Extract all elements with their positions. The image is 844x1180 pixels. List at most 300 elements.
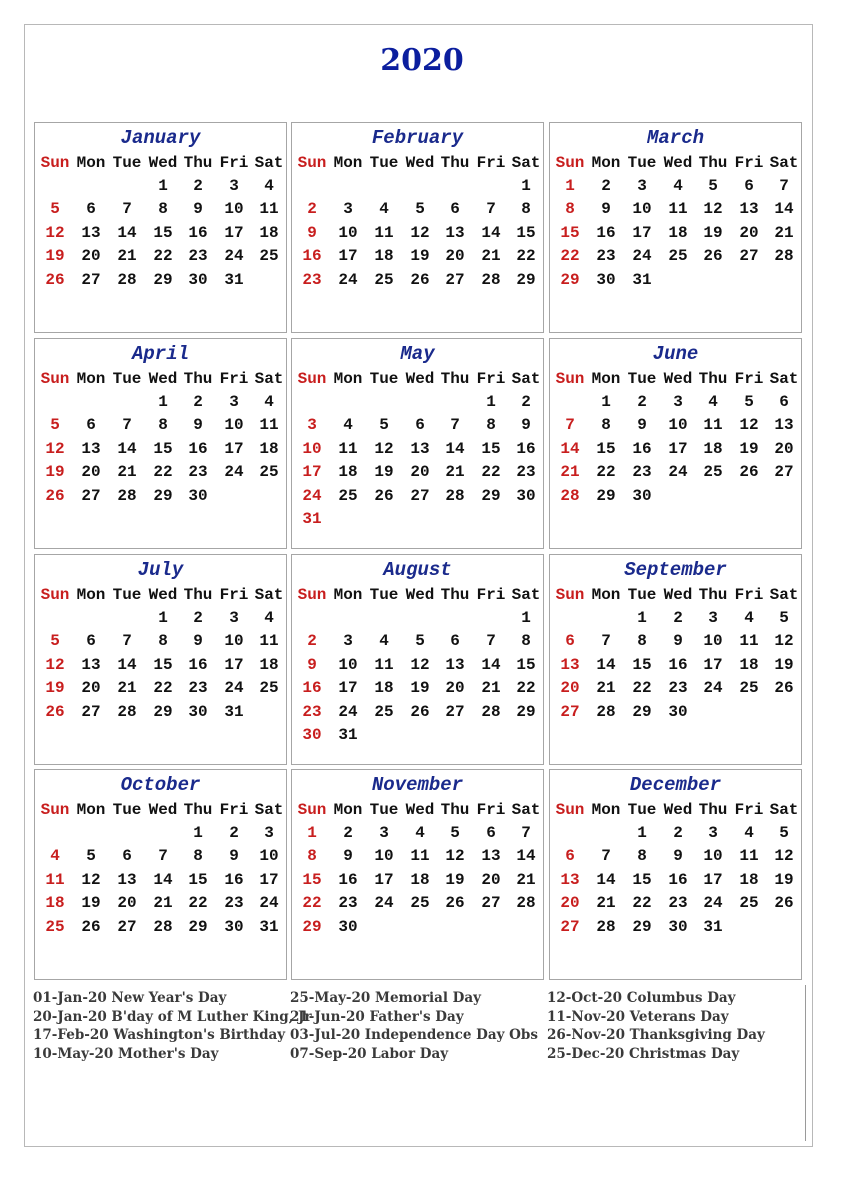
day-cell: 30 [516, 486, 536, 505]
weekday-header: Mon [591, 801, 621, 819]
day-cell: 8 [565, 200, 575, 219]
weekday-header: Wed [405, 801, 435, 819]
month-march [549, 122, 802, 333]
day-cell: 10 [632, 200, 652, 219]
day-cell: 23 [302, 702, 322, 721]
weekday-header: Tue [627, 801, 657, 819]
day-cell: 2 [637, 393, 647, 411]
weekday-header: Sun [297, 801, 327, 819]
day-cell: 10 [668, 416, 688, 435]
day-cell: 3 [708, 609, 718, 627]
weekday-header: Mon [76, 586, 106, 604]
day-cell: 30 [338, 917, 358, 936]
day-cell: 2 [521, 393, 531, 411]
day-cell: 13 [445, 223, 465, 242]
day-cell: 6 [122, 847, 132, 866]
day-cell: 21 [117, 247, 137, 266]
day-cell: 2 [307, 200, 317, 219]
weekday-header: Sun [40, 801, 70, 819]
day-cell: 3 [708, 824, 718, 842]
day-cell: 1 [521, 609, 531, 627]
day-cell: 9 [521, 416, 531, 435]
day-cell: 25 [45, 917, 65, 936]
day-cell: 13 [81, 223, 101, 242]
day-cell: 1 [193, 824, 203, 842]
weekday-header: Fri [476, 370, 506, 388]
day-cell: 19 [445, 870, 465, 889]
day-cell: 22 [302, 894, 322, 913]
day-cell: 14 [596, 655, 616, 674]
day-cell: 12 [374, 439, 394, 458]
month-name: November [371, 774, 464, 796]
day-cell: 25 [410, 894, 430, 913]
day-cell: 13 [560, 655, 580, 674]
day-cell: 13 [117, 870, 137, 889]
day-cell: 27 [445, 702, 465, 721]
day-cell: 14 [596, 870, 616, 889]
day-cell: 3 [673, 393, 683, 411]
day-cell: 21 [774, 223, 794, 242]
day-cell: 15 [153, 223, 173, 242]
weekday-header: Sat [254, 154, 284, 172]
day-cell: 9 [673, 632, 683, 651]
day-cell: 5 [779, 609, 789, 627]
day-cell: 26 [45, 270, 65, 289]
day-cell: 12 [774, 847, 794, 866]
day-cell: 14 [481, 223, 501, 242]
day-cell: 29 [632, 917, 652, 936]
day-cell: 1 [601, 393, 611, 411]
day-cell: 2 [307, 632, 317, 651]
day-cell: 16 [188, 439, 208, 458]
day-cell: 11 [259, 632, 279, 651]
day-cell: 8 [158, 200, 168, 219]
day-cell: 8 [637, 847, 647, 866]
day-cell: 18 [259, 223, 279, 242]
day-cell: 9 [307, 655, 317, 674]
holiday-item: 03-Jul-20 Independence Day Obs [290, 1027, 538, 1044]
day-cell: 28 [153, 917, 173, 936]
day-cell: 28 [481, 702, 501, 721]
weekday-header: Wed [405, 370, 435, 388]
weekday-header: Mon [333, 801, 363, 819]
day-cell: 3 [264, 824, 274, 842]
day-cell: 15 [481, 439, 501, 458]
day-cell: 23 [596, 247, 616, 266]
weekday-header: Tue [112, 801, 142, 819]
holiday-column [547, 989, 765, 1064]
weekday-header: Wed [405, 154, 435, 172]
weekday-header: Sun [297, 586, 327, 604]
day-cell: 12 [774, 632, 794, 651]
day-cell: 14 [481, 655, 501, 674]
day-cell: 18 [259, 439, 279, 458]
day-cell: 26 [45, 486, 65, 505]
holiday-item: 20-Jan-20 B'day of M Luther King, Jr [33, 1008, 312, 1025]
day-cell: 18 [338, 463, 358, 482]
day-cell: 14 [117, 439, 137, 458]
month-name: December [629, 774, 722, 796]
day-cell: 5 [708, 177, 718, 195]
weekday-header: Sun [555, 586, 585, 604]
day-cell: 24 [302, 486, 322, 505]
day-cell: 15 [302, 870, 322, 889]
day-cell: 18 [739, 655, 759, 674]
weekday-header: Sat [769, 370, 799, 388]
weekday-header: Sat [769, 801, 799, 819]
weekday-header: Fri [219, 154, 249, 172]
day-cell: 9 [193, 416, 203, 435]
day-cell: 24 [632, 247, 652, 266]
day-cell: 13 [774, 416, 794, 435]
day-cell: 12 [410, 223, 430, 242]
day-cell: 5 [415, 200, 425, 219]
day-cell: 29 [632, 702, 652, 721]
day-cell: 26 [81, 917, 101, 936]
day-cell: 6 [450, 200, 460, 219]
day-cell: 20 [410, 463, 430, 482]
day-cell: 13 [739, 200, 759, 219]
month-name: October [120, 774, 201, 796]
day-cell: 7 [779, 177, 789, 195]
day-cell: 29 [153, 486, 173, 505]
day-cell: 6 [415, 416, 425, 435]
day-cell: 6 [86, 632, 96, 651]
day-cell: 1 [158, 393, 168, 411]
weekday-header: Sat [254, 370, 284, 388]
day-cell: 26 [45, 702, 65, 721]
day-cell: 9 [673, 847, 683, 866]
month-grid [34, 122, 804, 982]
day-cell: 25 [668, 247, 688, 266]
weekday-header: Sat [511, 154, 541, 172]
day-cell: 30 [188, 702, 208, 721]
day-cell: 6 [565, 632, 575, 651]
day-cell: 11 [703, 416, 723, 435]
month-name: January [120, 127, 201, 149]
weekday-header: Tue [627, 586, 657, 604]
holiday-item: 17-Feb-20 Washington's Birthday [33, 1027, 286, 1044]
day-cell: 7 [521, 824, 531, 842]
day-cell: 5 [86, 847, 96, 866]
weekday-header: Fri [219, 801, 249, 819]
day-cell: 4 [673, 177, 683, 195]
day-cell: 5 [50, 416, 60, 435]
day-cell: 6 [565, 847, 575, 866]
day-cell: 7 [122, 416, 132, 435]
day-cell: 12 [410, 655, 430, 674]
day-cell: 23 [632, 463, 652, 482]
holiday-column [290, 989, 538, 1064]
holiday-item: 25-May-20 Memorial Day [290, 990, 481, 1006]
day-cell: 28 [445, 486, 465, 505]
day-cell: 26 [774, 894, 794, 913]
weekday-header: Sat [769, 154, 799, 172]
day-cell: 29 [596, 486, 616, 505]
day-cell: 14 [117, 655, 137, 674]
day-cell: 25 [739, 894, 759, 913]
weekday-header: Sat [769, 586, 799, 604]
day-cell: 26 [445, 894, 465, 913]
day-cell: 9 [637, 416, 647, 435]
weekday-header: Tue [627, 370, 657, 388]
day-cell: 2 [193, 609, 203, 627]
day-cell: 17 [632, 223, 652, 242]
day-cell: 19 [374, 463, 394, 482]
weekday-header: Fri [734, 801, 764, 819]
day-cell: 18 [374, 247, 394, 266]
day-cell: 10 [224, 632, 244, 651]
day-cell: 23 [668, 894, 688, 913]
day-cell: 1 [307, 824, 317, 842]
weekday-header: Wed [663, 154, 693, 172]
day-cell: 16 [668, 655, 688, 674]
day-cell: 7 [601, 632, 611, 651]
day-cell: 11 [374, 655, 394, 674]
weekday-header: Fri [476, 154, 506, 172]
day-cell: 23 [302, 270, 322, 289]
day-cell: 1 [565, 177, 575, 195]
day-cell: 10 [338, 655, 358, 674]
day-cell: 2 [229, 824, 239, 842]
day-cell: 26 [774, 679, 794, 698]
month-name: July [137, 559, 184, 581]
day-cell: 30 [632, 486, 652, 505]
weekday-header: Fri [476, 801, 506, 819]
day-cell: 19 [739, 439, 759, 458]
day-cell: 21 [481, 679, 501, 698]
day-cell: 21 [596, 679, 616, 698]
month-name: August [383, 559, 452, 581]
day-cell: 7 [486, 632, 496, 651]
day-cell: 17 [224, 655, 244, 674]
day-cell: 11 [374, 223, 394, 242]
weekday-header: Fri [734, 154, 764, 172]
divider [805, 985, 806, 1141]
day-cell: 21 [117, 463, 137, 482]
day-cell: 30 [188, 486, 208, 505]
weekday-header: Wed [148, 586, 178, 604]
day-cell: 2 [673, 609, 683, 627]
weekday-header: Mon [591, 370, 621, 388]
day-cell: 4 [264, 393, 274, 411]
day-cell: 24 [703, 679, 723, 698]
day-cell: 3 [343, 200, 353, 219]
weekday-header: Sun [297, 370, 327, 388]
weekday-header: Sun [555, 154, 585, 172]
weekday-header: Thu [183, 154, 213, 172]
day-cell: 31 [224, 702, 244, 721]
weekday-header: Thu [440, 586, 470, 604]
day-cell: 26 [410, 270, 430, 289]
day-cell: 29 [481, 486, 501, 505]
weekday-header: Tue [369, 370, 399, 388]
day-cell: 19 [703, 223, 723, 242]
day-cell: 7 [601, 847, 611, 866]
day-cell: 12 [81, 870, 101, 889]
day-cell: 4 [50, 847, 60, 866]
day-cell: 29 [516, 270, 536, 289]
day-cell: 18 [45, 894, 65, 913]
weekday-header: Sat [511, 801, 541, 819]
day-cell: 9 [193, 632, 203, 651]
day-cell: 6 [486, 824, 496, 842]
day-cell: 21 [596, 894, 616, 913]
day-cell: 17 [259, 870, 279, 889]
day-cell: 3 [229, 177, 239, 195]
day-cell: 31 [338, 726, 358, 744]
day-cell: 3 [307, 416, 317, 435]
day-cell: 8 [158, 416, 168, 435]
day-cell: 12 [445, 847, 465, 866]
month-june [549, 338, 802, 549]
day-cell: 15 [632, 870, 652, 889]
day-cell: 13 [445, 655, 465, 674]
day-cell: 4 [744, 609, 754, 627]
weekday-header: Thu [698, 154, 728, 172]
day-cell: 30 [224, 917, 244, 936]
day-cell: 31 [632, 270, 652, 289]
day-cell: 5 [50, 632, 60, 651]
weekday-header: Wed [148, 801, 178, 819]
day-cell: 18 [668, 223, 688, 242]
day-cell: 25 [259, 247, 279, 266]
day-cell: 2 [673, 824, 683, 842]
day-cell: 9 [307, 223, 317, 242]
day-cell: 10 [224, 416, 244, 435]
day-cell: 17 [668, 439, 688, 458]
day-cell: 8 [521, 200, 531, 219]
day-cell: 2 [601, 177, 611, 195]
weekday-header: Tue [369, 801, 399, 819]
day-cell: 27 [560, 917, 580, 936]
day-cell: 14 [153, 870, 173, 889]
day-cell: 21 [445, 463, 465, 482]
day-cell: 28 [516, 894, 536, 913]
day-cell: 15 [560, 223, 580, 242]
day-cell: 4 [264, 177, 274, 195]
day-cell: 19 [774, 870, 794, 889]
day-cell: 28 [596, 917, 616, 936]
day-cell: 8 [637, 632, 647, 651]
day-cell: 4 [708, 393, 718, 411]
holiday-item: 12-Oct-20 Columbus Day [547, 990, 736, 1006]
day-cell: 8 [158, 632, 168, 651]
day-cell: 1 [158, 177, 168, 195]
day-cell: 17 [224, 223, 244, 242]
day-cell: 22 [481, 463, 501, 482]
weekday-header: Thu [183, 586, 213, 604]
weekday-header: Tue [369, 586, 399, 604]
day-cell: 31 [302, 510, 322, 528]
day-cell: 16 [516, 439, 536, 458]
weekday-header: Fri [476, 586, 506, 604]
weekday-header: Mon [76, 801, 106, 819]
day-cell: 11 [739, 847, 759, 866]
month-october [34, 769, 287, 980]
day-cell: 17 [338, 679, 358, 698]
day-cell: 17 [302, 463, 322, 482]
weekday-header: Fri [219, 370, 249, 388]
day-cell: 3 [229, 393, 239, 411]
day-cell: 31 [224, 270, 244, 289]
day-cell: 21 [516, 870, 536, 889]
day-cell: 13 [560, 870, 580, 889]
day-cell: 30 [668, 702, 688, 721]
month-november [291, 769, 544, 980]
day-cell: 11 [668, 200, 688, 219]
day-cell: 27 [81, 486, 101, 505]
day-cell: 27 [739, 247, 759, 266]
day-cell: 15 [188, 870, 208, 889]
day-cell: 12 [739, 416, 759, 435]
day-cell: 24 [224, 463, 244, 482]
day-cell: 23 [668, 679, 688, 698]
day-cell: 14 [560, 439, 580, 458]
day-cell: 1 [521, 177, 531, 195]
day-cell: 17 [338, 247, 358, 266]
day-cell: 25 [259, 463, 279, 482]
day-cell: 10 [338, 223, 358, 242]
day-cell: 2 [343, 824, 353, 842]
day-cell: 23 [188, 679, 208, 698]
day-cell: 12 [45, 655, 65, 674]
day-cell: 31 [703, 917, 723, 936]
holiday-item: 11-Nov-20 Veterans Day [547, 1008, 729, 1025]
weekday-header: Mon [591, 586, 621, 604]
day-cell: 4 [379, 632, 389, 651]
weekday-header: Sun [40, 370, 70, 388]
day-cell: 26 [374, 486, 394, 505]
day-cell: 20 [81, 679, 101, 698]
day-cell: 6 [86, 200, 96, 219]
day-cell: 21 [117, 679, 137, 698]
day-cell: 16 [338, 870, 358, 889]
month-july [34, 554, 287, 765]
weekday-header: Tue [112, 586, 142, 604]
day-cell: 24 [374, 894, 394, 913]
day-cell: 16 [224, 870, 244, 889]
day-cell: 11 [259, 200, 279, 219]
day-cell: 5 [450, 824, 460, 842]
day-cell: 20 [81, 247, 101, 266]
weekday-header: Wed [663, 586, 693, 604]
day-cell: 7 [450, 416, 460, 435]
day-cell: 8 [307, 847, 317, 866]
day-cell: 3 [637, 177, 647, 195]
day-cell: 16 [188, 223, 208, 242]
day-cell: 9 [343, 847, 353, 866]
weekday-header: Tue [627, 154, 657, 172]
day-cell: 7 [565, 416, 575, 435]
day-cell: 3 [343, 632, 353, 651]
weekday-header: Sun [40, 154, 70, 172]
day-cell: 20 [739, 223, 759, 242]
day-cell: 17 [703, 655, 723, 674]
day-cell: 15 [516, 655, 536, 674]
day-cell: 18 [374, 679, 394, 698]
day-cell: 5 [379, 416, 389, 435]
day-cell: 1 [637, 609, 647, 627]
day-cell: 20 [774, 439, 794, 458]
month-name: May [400, 343, 435, 365]
weekday-header: Sun [555, 370, 585, 388]
weekday-header: Thu [698, 801, 728, 819]
day-cell: 20 [117, 894, 137, 913]
day-cell: 7 [122, 632, 132, 651]
day-cell: 10 [224, 200, 244, 219]
day-cell: 29 [188, 917, 208, 936]
